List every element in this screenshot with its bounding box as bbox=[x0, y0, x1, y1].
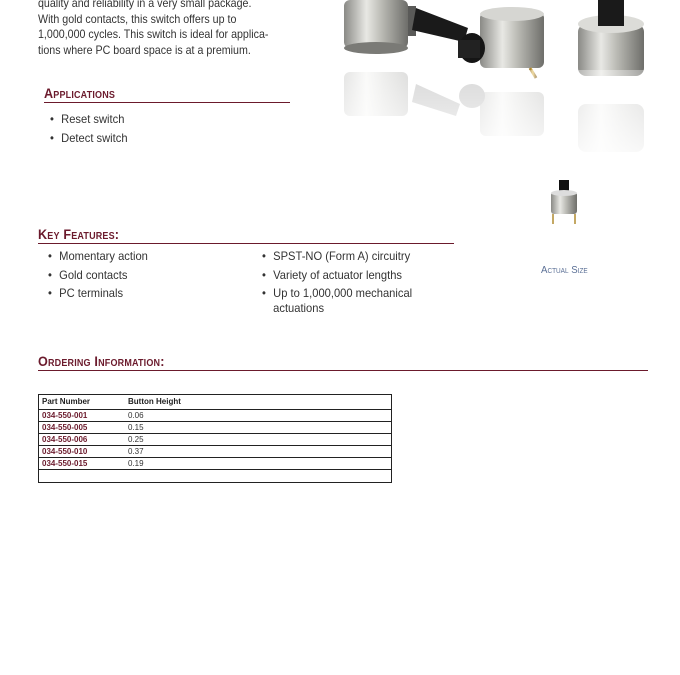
intro-line: tions where PC board space is at a premium. bbox=[38, 43, 251, 57]
actual-size-caption: Actual Size bbox=[541, 264, 588, 276]
intro-line: With gold contacts, this switch offers up to bbox=[38, 12, 237, 26]
column-header-button-height: Button Height bbox=[125, 395, 392, 410]
applications-list bbox=[50, 110, 133, 147]
column-header-part-number: Part Number bbox=[39, 395, 126, 410]
intro-paragraph bbox=[38, 0, 279, 58]
table-row bbox=[39, 434, 392, 446]
part-number-cell: 034-550-006 bbox=[39, 434, 126, 446]
table-header-row bbox=[39, 395, 392, 410]
key-features-rule bbox=[38, 243, 454, 244]
part-number-cell: 034-550-005 bbox=[39, 422, 126, 434]
switch-photo-image bbox=[300, 0, 660, 175]
switch-icon bbox=[545, 178, 585, 228]
list-item: • Detect switch bbox=[50, 129, 128, 148]
button-height-cell: 0.06 bbox=[125, 410, 392, 422]
applications-rule bbox=[44, 102, 290, 103]
table-row bbox=[39, 410, 392, 422]
applications-heading: Applications bbox=[44, 85, 116, 101]
part-number-cell: 034-550-001 bbox=[39, 410, 126, 422]
ordering-rule bbox=[38, 370, 648, 371]
table-row bbox=[39, 446, 392, 458]
intro-line: 1,000,000 cycles. This switch is ideal for applica- bbox=[38, 28, 269, 41]
part-number-cell: 034-550-010 bbox=[39, 446, 126, 458]
actual-size-switch-image bbox=[545, 178, 585, 228]
features-list-left bbox=[48, 247, 155, 303]
features-list-right bbox=[262, 247, 432, 316]
part-number-cell: 034-550-015 bbox=[39, 458, 126, 470]
table-row bbox=[39, 458, 392, 470]
button-height-cell: 0.19 bbox=[125, 458, 392, 470]
list-item: • Reset switch bbox=[50, 110, 128, 129]
list-item: • PC terminals bbox=[48, 284, 148, 303]
list-item: • Gold contacts bbox=[48, 266, 148, 285]
product-photo bbox=[300, 0, 660, 175]
list-item: • Momentary action bbox=[48, 247, 148, 266]
button-height-cell: 0.25 bbox=[125, 434, 392, 446]
ordering-heading: Ordering Information: bbox=[38, 353, 165, 369]
button-height-cell: 0.15 bbox=[125, 422, 392, 434]
list-item: • SPST-NO (Form A) circuitry bbox=[262, 247, 420, 266]
list-item: • Variety of actuator lengths bbox=[262, 266, 420, 285]
list-item: • Up to 1,000,000 mechanical actuations bbox=[262, 286, 420, 316]
ordering-table bbox=[38, 394, 392, 483]
button-height-cell: 0.37 bbox=[125, 446, 392, 458]
table-row bbox=[39, 422, 392, 434]
key-features-heading: Key Features: bbox=[38, 226, 120, 242]
table-filler-row bbox=[39, 470, 392, 483]
intro-line: quality and reliability in a very small package. bbox=[38, 0, 252, 10]
